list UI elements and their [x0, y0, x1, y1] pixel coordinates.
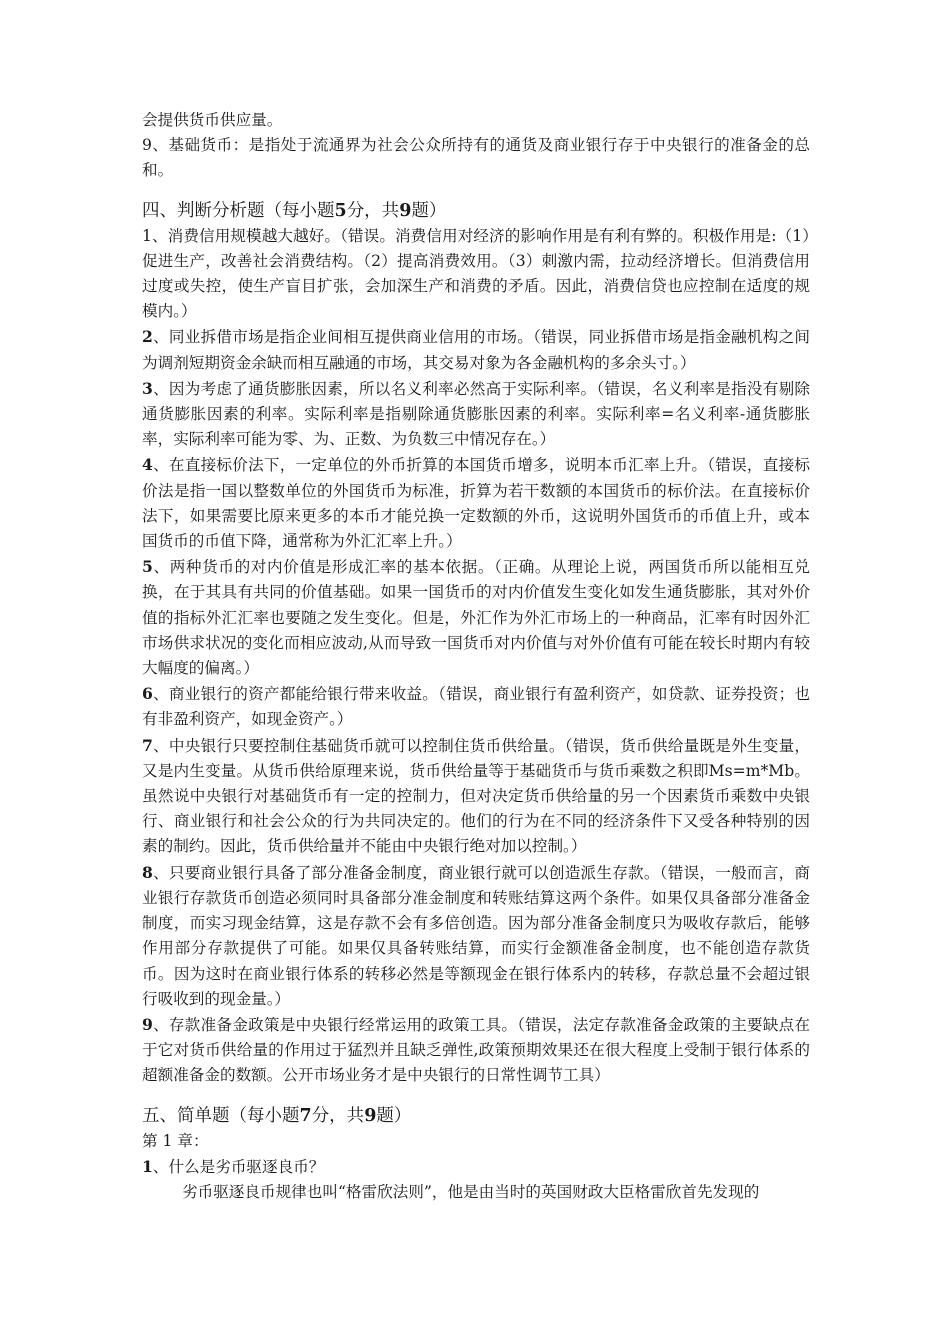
- item-number: 1: [142, 226, 152, 245]
- item-number: 8: [142, 862, 153, 882]
- judgment-item-1: [142, 224, 810, 325]
- judgment-item-2: [142, 324, 810, 375]
- item-text: 、存款准备金政策是中央银行经常运用的政策工具。（错误，法定存款准备金政策的主要缺点在于它对货币供给量的作用过于猛烈并且缺乏弹性,政策预期效果还在很大程度上受制于银行体系的超额准备金的数额。公开市场业务才是中央银行的日常性调节工具）: [142, 1015, 810, 1085]
- judgment-item-3: [142, 376, 810, 453]
- intro-line: 会提供货币供应量。: [142, 111, 283, 129]
- item-text: 、同业拆借市场是指企业间相互提供商业信用的市场。（错误，同业拆借市场是指金融机构之间为调剂短期资金余缺而相互融通的市场，其交易对象为各金融机构的多余头寸。）: [142, 328, 810, 372]
- section-5-heading-text: 五、简单题（每小题: [142, 1105, 300, 1126]
- section-5-points: 7: [299, 1105, 312, 1126]
- definition-item-9: 9、基础货币：是指处于流通界为社会公众所持有的通货及商业银行存于中央银行的准备金的总和。: [142, 136, 810, 180]
- item-number: 6: [142, 684, 153, 704]
- item-number: 3: [142, 378, 153, 398]
- item-text: 、中央银行只要控制住基础货币就可以控制住货币供给量。（错误，货币供给量既是外生变量，又是内生变量。从货币供给原理来说，货币供给量等于基础货币与货币乘数之积即Ms=m*Mb。虽然说中央银行对基础货币有一定的控制力，但对决定货币供给量的另一个因素货币乘数中央银行、商业银行和社会公众的行为共同决定的。他们的行为在不同的经济条件下又受各种特别的因素的制约。因此，货币供给量并不能由中央银行绝对加以控制。）: [142, 736, 810, 856]
- judgment-item-7: [142, 733, 810, 860]
- question-text: 、什么是劣币驱逐良币？: [152, 1157, 325, 1176]
- item-text: 、只要商业银行具备了部分准备金制度，商业银行就可以创造派生存款。（错误，一般而言，商业银行存款货币创造必须同时具备部分准金制度和转账结算这两个条件。如果仅具备部分准备金制度，而实习现金结算，这是存款不会有多倍创造。因为部分准备金制度只为吸收存款后，能够作用部分存款提供了可能。如果仅具备转账结算，而实行金额准备金制度，也不能创造存款货币。因为这时在商业银行体系的转移必然是等额现金在银行体系内的转移，存款总量不会超过银行吸收到的现金量。）: [142, 863, 810, 1008]
- section-5-heading: [142, 1103, 810, 1129]
- section-5-heading-text-2: 分，共: [311, 1105, 365, 1126]
- question-1: [142, 1154, 810, 1180]
- section-4-heading: [142, 198, 810, 224]
- answer-paragraph: 劣币驱逐良币规律也叫“格雷欣法则”，他是由当时的英国财政大臣格雷欣首先发现的: [182, 1182, 760, 1201]
- item-text: 、两种货币的对内价值是形成汇率的基本依据。（正确。从理论上说，两国货币所以能相互兑换，在于其具有共同的价值基础。如果一国货币的对内价值发生变化如发生通货膨胀，其对外价值的指标外汇汇率也要随之发生变化。但是，外汇作为外汇市场上的一种商品，汇率有时因外汇市场供求状况的变化而相应波动,从而导致一国货币对内价值与对外价值有可能在较长时期内有较大幅度的偏离。）: [142, 558, 810, 678]
- section-5-heading-text-3: 题）: [376, 1105, 412, 1126]
- judgment-item-5: [142, 554, 810, 681]
- item-number: 4: [142, 455, 153, 475]
- section-4-count: 9: [399, 200, 412, 221]
- item-number: 2: [142, 327, 153, 347]
- item-text: 、商业银行的资产都能给银行带来收益。（错误，商业银行有盈利资产，如贷款、证券投资；也有非盈利资产，如现金资产。）: [142, 685, 810, 729]
- item-number: 7: [142, 735, 153, 755]
- judgment-item-8: [142, 860, 810, 1012]
- section-5-count: 9: [364, 1105, 377, 1126]
- section-4-heading-text-2: 分，共: [346, 200, 400, 221]
- item-text: 、在直接标价法下，一定单位的外币折算的本国货币增多，说明本币汇率上升。（错误，直接标价法是指一国以整数单位的外国货币为标准，折算为若干数额的本国货币的标价法。在直接标价法下，如果需要比原来更多的本币才能兑换一定数额的外币，这说明外国货币的币值上升，或本国货币的币值下降，通常称为外汇汇率上升。）: [142, 456, 810, 551]
- section-4-points: 5: [334, 200, 347, 221]
- item-number: 5: [142, 557, 153, 577]
- judgment-item-9: [142, 1012, 810, 1089]
- item-text: 、因为考虑了通货膨胀因素，所以名义利率必然高于实际利率。（错误，名义利率是指没有剔除通货膨胀因素的利率。实际利率是指剔除通货膨胀因素的利率。实际利率=名义利率-通货膨胀率，实际利率可能为零、为、正数、为负数三中情况存在。）: [142, 379, 810, 449]
- section-4-heading-text-3: 题）: [411, 200, 447, 221]
- document-page: [142, 108, 810, 1205]
- item-number: 9: [142, 1014, 153, 1034]
- section-4-heading-text: 四、判断分析题（每小题: [142, 200, 335, 221]
- question-number: 1: [142, 1156, 153, 1176]
- judgment-item-6: [142, 681, 810, 732]
- judgment-item-4: [142, 452, 810, 554]
- item-text: 、消费信用规模越大越好。（错误。消费信用对经济的影响作用是有利有弊的。积极作用是:（1）促进生产，改善社会消费结构。（2）提高消费效用。（3）刺激内需，拉动经济增长。但消费信用过度或失控，使生产盲目扩张，会加深生产和消费的矛盾。因此，消费信贷也应控制在适度的规模内。）: [142, 226, 810, 321]
- chapter-label: 第 1 章：: [142, 1131, 209, 1150]
